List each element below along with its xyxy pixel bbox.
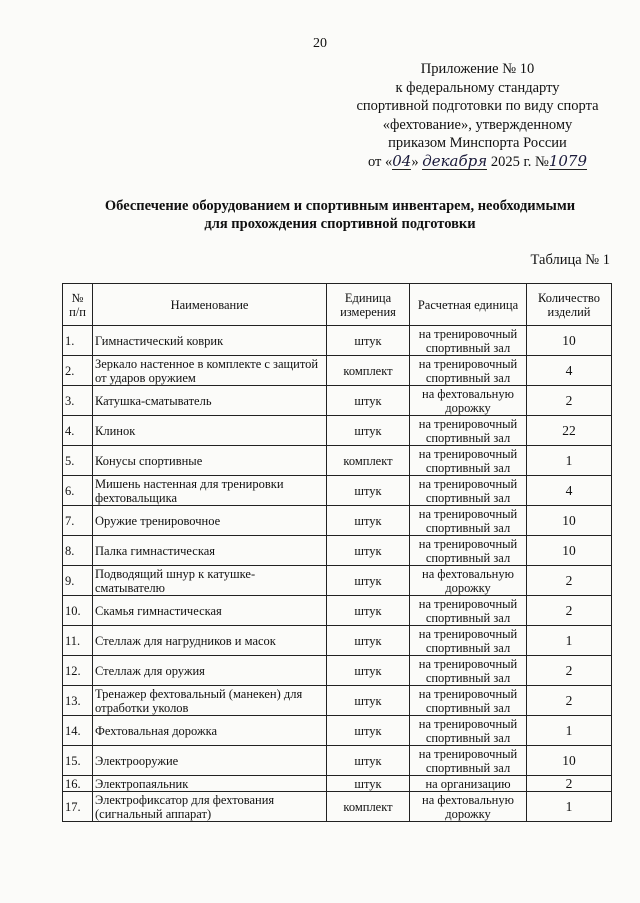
cell-unit: штук xyxy=(327,506,410,536)
cell-num: 17. xyxy=(63,792,93,822)
title-line: Обеспечение оборудованием и спортивным инвентарем, необходимыми xyxy=(104,198,576,214)
cell-calc: на тренировочный спортивный зал xyxy=(410,656,527,686)
cell-name: Конусы спортивные xyxy=(93,446,327,476)
equipment-table xyxy=(62,283,612,822)
cell-num: 9. xyxy=(63,566,93,596)
cell-qty: 2 xyxy=(527,656,612,686)
table-row xyxy=(63,792,612,822)
cell-qty: 2 xyxy=(527,386,612,416)
cell-calc: на тренировочный спортивный зал xyxy=(410,416,527,446)
cell-qty: 1 xyxy=(527,716,612,746)
cell-qty: 2 xyxy=(527,596,612,626)
cell-qty: 10 xyxy=(527,746,612,776)
cell-num: 11. xyxy=(63,626,93,656)
cell-num: 8. xyxy=(63,536,93,566)
cell-num: 1. xyxy=(63,326,93,356)
appendix-line: спортивной подготовки по виду спорта xyxy=(356,98,599,114)
title-line: для прохождения спортивной подготовки xyxy=(204,216,476,232)
table-row xyxy=(63,746,612,776)
cell-calc: на тренировочный спортивный зал xyxy=(410,326,527,356)
cell-unit: комплект xyxy=(327,356,410,386)
table-row xyxy=(63,446,612,476)
table-label: Таблица № 1 xyxy=(530,252,610,268)
cell-num: 15. xyxy=(63,746,93,776)
cell-unit: штук xyxy=(327,416,410,446)
cell-qty: 10 xyxy=(527,506,612,536)
table-row xyxy=(63,626,612,656)
cell-num: 13. xyxy=(63,686,93,716)
cell-calc: на фехтовальную дорожку xyxy=(410,792,527,822)
table-row xyxy=(63,686,612,716)
cell-qty: 2 xyxy=(527,776,612,792)
cell-unit: штук xyxy=(327,566,410,596)
cell-calc: на фехтовальную дорожку xyxy=(410,386,527,416)
date-mid: » xyxy=(411,153,419,170)
cell-name: Стеллаж для оружия xyxy=(93,656,327,686)
handwritten-order-number: 1079 xyxy=(548,151,588,170)
cell-unit: штук xyxy=(327,596,410,626)
cell-qty: 22 xyxy=(527,416,612,446)
cell-num: 16. xyxy=(63,776,93,792)
handwritten-month: декабря xyxy=(422,151,488,170)
cell-num: 6. xyxy=(63,476,93,506)
table-row xyxy=(63,716,612,746)
cell-num: 3. xyxy=(63,386,93,416)
cell-name: Палка гимнастическая xyxy=(93,536,327,566)
table-row xyxy=(63,506,612,536)
appendix-line: к федеральному стандарту xyxy=(395,79,560,96)
cell-qty: 1 xyxy=(527,446,612,476)
table-row xyxy=(63,776,612,792)
page-number: 20 xyxy=(313,36,327,51)
date-prefix: от « xyxy=(367,153,393,170)
date-year: 2025 г. № xyxy=(490,153,549,170)
cell-name: Клинок xyxy=(93,416,327,446)
table-header-row xyxy=(63,284,612,326)
cell-name: Катушка-сматыватель xyxy=(93,386,327,416)
cell-unit: комплект xyxy=(327,446,410,476)
order-date-line xyxy=(340,153,615,172)
appendix-block xyxy=(340,60,615,171)
cell-calc: на тренировочный спортивный зал xyxy=(410,626,527,656)
cell-num: 12. xyxy=(63,656,93,686)
cell-calc: на тренировочный спортивный зал xyxy=(410,536,527,566)
table-row xyxy=(63,656,612,686)
cell-num: 7. xyxy=(63,506,93,536)
cell-calc: на тренировочный спортивный зал xyxy=(410,356,527,386)
cell-unit: штук xyxy=(327,716,410,746)
cell-qty: 10 xyxy=(527,536,612,566)
header-calc: Расчетная единица xyxy=(410,284,527,326)
cell-name: Электрооружие xyxy=(93,746,327,776)
cell-qty: 2 xyxy=(527,566,612,596)
header-qty: Количество изделий xyxy=(527,284,612,326)
header-unit: Единица измерения xyxy=(327,284,410,326)
cell-name: Тренажер фехтовальный (манекен) для отработки уколов xyxy=(93,686,327,716)
table-row xyxy=(63,386,612,416)
cell-name: Мишень настенная для тренировки фехтовальщика xyxy=(93,476,327,506)
table-row xyxy=(63,416,612,446)
table-row xyxy=(63,536,612,566)
table-row xyxy=(63,596,612,626)
cell-unit: штук xyxy=(327,476,410,506)
cell-name: Оружие тренировочное xyxy=(93,506,327,536)
cell-num: 2. xyxy=(63,356,93,386)
cell-qty: 10 xyxy=(527,326,612,356)
cell-unit: штук xyxy=(327,326,410,356)
cell-calc: на тренировочный спортивный зал xyxy=(410,686,527,716)
cell-qty: 4 xyxy=(527,356,612,386)
table-row xyxy=(63,566,612,596)
cell-num: 4. xyxy=(63,416,93,446)
cell-unit: штук xyxy=(327,776,410,792)
document-title xyxy=(40,197,640,233)
cell-name: Стеллаж для нагрудников и масок xyxy=(93,626,327,656)
cell-qty: 2 xyxy=(527,686,612,716)
table-row xyxy=(63,476,612,506)
cell-unit: штук xyxy=(327,536,410,566)
cell-qty: 1 xyxy=(527,792,612,822)
cell-name: Гимнастический коврик xyxy=(93,326,327,356)
appendix-line: приказом Минспорта России xyxy=(388,135,567,151)
cell-name: Электрофиксатор для фехтования (сигнальный аппарат) xyxy=(93,792,327,822)
cell-calc: на тренировочный спортивный зал xyxy=(410,716,527,746)
cell-calc: на фехтовальную дорожку xyxy=(410,566,527,596)
table-row xyxy=(63,326,612,356)
cell-calc: на тренировочный спортивный зал xyxy=(410,596,527,626)
cell-num: 10. xyxy=(63,596,93,626)
appendix-line: Приложение № 10 xyxy=(420,61,535,77)
cell-unit: штук xyxy=(327,626,410,656)
cell-unit: комплект xyxy=(327,792,410,822)
handwritten-day: 04 xyxy=(392,151,412,170)
cell-calc: на тренировочный спортивный зал xyxy=(410,506,527,536)
cell-unit: штук xyxy=(327,746,410,776)
cell-name: Зеркало настенное в комплекте с защитой от ударов оружием xyxy=(93,356,327,386)
cell-name: Скамья гимнастическая xyxy=(93,596,327,626)
cell-name: Подводящий шнур к катушке-сматывателю xyxy=(93,566,327,596)
cell-unit: штук xyxy=(327,656,410,686)
table-row xyxy=(63,356,612,386)
cell-num: 14. xyxy=(63,716,93,746)
cell-qty: 1 xyxy=(527,626,612,656)
cell-calc: на тренировочный спортивный зал xyxy=(410,446,527,476)
cell-calc: на организацию xyxy=(410,776,527,792)
table-body xyxy=(63,326,612,822)
appendix-line: «фехтование», утвержденному xyxy=(382,116,573,133)
header-name: Наименование xyxy=(93,284,327,326)
cell-unit: штук xyxy=(327,686,410,716)
cell-calc: на тренировочный спортивный зал xyxy=(410,476,527,506)
header-num: № п/п xyxy=(63,284,93,326)
cell-num: 5. xyxy=(63,446,93,476)
cell-qty: 4 xyxy=(527,476,612,506)
cell-calc: на тренировочный спортивный зал xyxy=(410,746,527,776)
cell-name: Фехтовальная дорожка xyxy=(93,716,327,746)
cell-name: Электропаяльник xyxy=(93,776,327,792)
cell-unit: штук xyxy=(327,386,410,416)
